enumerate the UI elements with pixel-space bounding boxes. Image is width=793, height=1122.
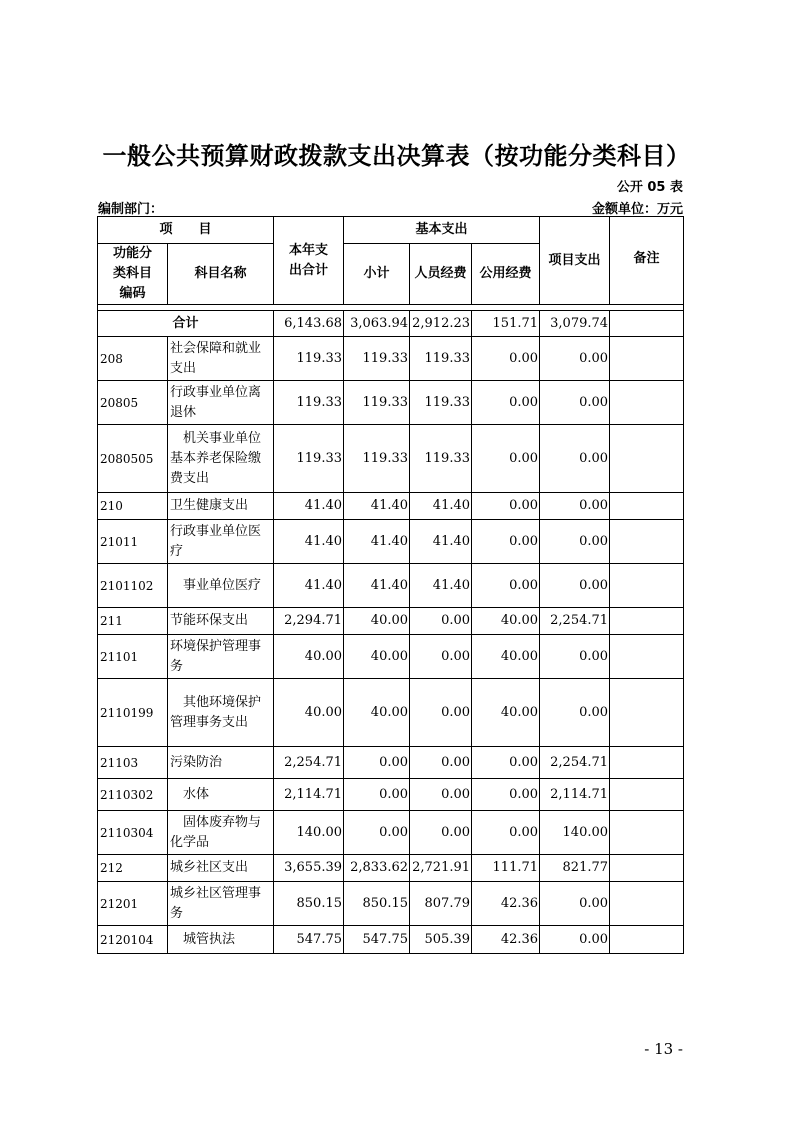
cell-code: 2080505 (98, 425, 168, 493)
table-row (98, 337, 684, 381)
cell-personnel: 2,721.91 (410, 855, 472, 882)
unit-label: 金额单位：万元 (591, 202, 683, 217)
total-label: 合计 (98, 311, 274, 337)
cell-project: 140.00 (540, 811, 610, 855)
cell-subtotal: 40.00 (344, 608, 410, 635)
header-public: 公用经费 (472, 244, 540, 305)
cell-remark (610, 493, 684, 520)
cell-project: 2,254.71 (540, 747, 610, 779)
header-project: 项目支出 (540, 217, 610, 305)
cell-subtotal: 0.00 (344, 747, 410, 779)
cell-total: 2,114.71 (274, 779, 344, 811)
cell-remark (610, 926, 684, 954)
cell-name: 污染防治 (168, 747, 274, 779)
cell-personnel: 807.79 (410, 882, 472, 926)
cell-name: 事业单位医疗 (168, 564, 274, 608)
cell-personnel: 41.40 (410, 493, 472, 520)
cell-code: 21011 (98, 520, 168, 564)
cell-public: 40.00 (472, 635, 540, 679)
cell-remark (610, 811, 684, 855)
cell-total: 40.00 (274, 635, 344, 679)
cell-total: 140.00 (274, 811, 344, 855)
cell-code: 210 (98, 493, 168, 520)
cell-public: 151.71 (472, 311, 540, 337)
cell-project: 821.77 (540, 855, 610, 882)
cell-total: 119.33 (274, 337, 344, 381)
table-row (98, 747, 684, 779)
cell-total: 6,143.68 (274, 311, 344, 337)
header-basic: 基本支出 (344, 217, 540, 244)
cell-public: 0.00 (472, 811, 540, 855)
cell-public: 42.36 (472, 926, 540, 954)
cell-remark (610, 882, 684, 926)
cell-total: 850.15 (274, 882, 344, 926)
cell-total: 119.33 (274, 381, 344, 425)
cell-code: 2110199 (98, 679, 168, 747)
cell-total: 547.75 (274, 926, 344, 954)
cell-remark (610, 564, 684, 608)
cell-project: 3,079.74 (540, 311, 610, 337)
cell-name: 固体废弃物与化学品 (168, 811, 274, 855)
cell-remark (610, 679, 684, 747)
cell-personnel: 119.33 (410, 337, 472, 381)
cell-remark (610, 425, 684, 493)
cell-subtotal: 547.75 (344, 926, 410, 954)
cell-name: 环境保护管理事务 (168, 635, 274, 679)
cell-personnel: 41.40 (410, 564, 472, 608)
table-row (98, 635, 684, 679)
cell-subtotal: 119.33 (344, 425, 410, 493)
cell-subtotal: 119.33 (344, 337, 410, 381)
cell-project: 0.00 (540, 493, 610, 520)
cell-name: 行政事业单位医疗 (168, 520, 274, 564)
cell-public: 0.00 (472, 747, 540, 779)
cell-name: 水体 (168, 779, 274, 811)
cell-name: 城管执法 (168, 926, 274, 954)
cell-remark (610, 520, 684, 564)
cell-subtotal: 40.00 (344, 635, 410, 679)
header-remark: 备注 (610, 217, 684, 305)
cell-code: 21103 (98, 747, 168, 779)
table-row (98, 608, 684, 635)
cell-code: 212 (98, 855, 168, 882)
header-item: 项 目 (98, 217, 274, 244)
cell-name: 机关事业单位基本养老保险缴费支出 (168, 425, 274, 493)
cell-subtotal: 2,833.62 (344, 855, 410, 882)
table-row (98, 855, 684, 882)
form-number: 公开 05 表 (616, 180, 683, 195)
cell-subtotal: 0.00 (344, 779, 410, 811)
cell-personnel: 119.33 (410, 381, 472, 425)
table-row (98, 811, 684, 855)
header-subtotal: 小计 (344, 244, 410, 305)
cell-subtotal: 41.40 (344, 520, 410, 564)
table-row (98, 926, 684, 954)
cell-code: 2110304 (98, 811, 168, 855)
cell-public: 111.71 (472, 855, 540, 882)
cell-code: 20805 (98, 381, 168, 425)
cell-public: 0.00 (472, 493, 540, 520)
cell-total: 41.40 (274, 564, 344, 608)
cell-project: 0.00 (540, 679, 610, 747)
cell-total: 41.40 (274, 493, 344, 520)
cell-remark (610, 311, 684, 337)
cell-total: 40.00 (274, 679, 344, 747)
cell-personnel: 0.00 (410, 747, 472, 779)
cell-name: 行政事业单位离退休 (168, 381, 274, 425)
cell-public: 0.00 (472, 520, 540, 564)
cell-name: 城乡社区支出 (168, 855, 274, 882)
header-total-year: 本年支出合计 (274, 217, 344, 305)
expenditure-table (97, 216, 684, 954)
cell-code: 21201 (98, 882, 168, 926)
cell-public: 42.36 (472, 882, 540, 926)
cell-remark (610, 381, 684, 425)
cell-remark (610, 747, 684, 779)
cell-public: 0.00 (472, 337, 540, 381)
cell-total: 119.33 (274, 425, 344, 493)
table-row (98, 425, 684, 493)
page-number: - 13 - (644, 1040, 683, 1058)
cell-code: 2101102 (98, 564, 168, 608)
cell-personnel: 119.33 (410, 425, 472, 493)
cell-remark (610, 608, 684, 635)
header-personnel: 人员经费 (410, 244, 472, 305)
cell-name: 社会保障和就业支出 (168, 337, 274, 381)
cell-subtotal: 119.33 (344, 381, 410, 425)
department-label: 编制部门： (98, 202, 164, 217)
cell-name: 卫生健康支出 (168, 493, 274, 520)
page-title: 一般公共预算财政拨款支出决算表（按功能分类科目） (102, 142, 691, 170)
cell-personnel: 0.00 (410, 779, 472, 811)
table-row (98, 779, 684, 811)
cell-project: 0.00 (540, 635, 610, 679)
cell-name: 节能环保支出 (168, 608, 274, 635)
cell-subtotal: 41.40 (344, 493, 410, 520)
header-code: 功能分类科目编码 (98, 244, 168, 305)
cell-personnel: 41.40 (410, 520, 472, 564)
cell-public: 0.00 (472, 779, 540, 811)
cell-subtotal: 0.00 (344, 811, 410, 855)
cell-project: 2,114.71 (540, 779, 610, 811)
table-row (98, 493, 684, 520)
cell-project: 0.00 (540, 882, 610, 926)
cell-personnel: 505.39 (410, 926, 472, 954)
cell-total: 3,655.39 (274, 855, 344, 882)
cell-public: 0.00 (472, 381, 540, 425)
cell-remark (610, 337, 684, 381)
cell-public: 40.00 (472, 679, 540, 747)
cell-public: 0.00 (472, 564, 540, 608)
cell-subtotal: 40.00 (344, 679, 410, 747)
cell-total: 41.40 (274, 520, 344, 564)
cell-subtotal: 3,063.94 (344, 311, 410, 337)
table-row (98, 381, 684, 425)
header-name: 科目名称 (168, 244, 274, 305)
cell-remark (610, 635, 684, 679)
cell-remark (610, 779, 684, 811)
table-row (98, 679, 684, 747)
cell-name: 城乡社区管理事务 (168, 882, 274, 926)
cell-personnel: 0.00 (410, 811, 472, 855)
cell-public: 40.00 (472, 608, 540, 635)
table-row-total (98, 311, 684, 337)
cell-project: 0.00 (540, 425, 610, 493)
cell-code: 211 (98, 608, 168, 635)
cell-code: 21101 (98, 635, 168, 679)
cell-code: 2110302 (98, 779, 168, 811)
cell-project: 0.00 (540, 337, 610, 381)
cell-total: 2,294.71 (274, 608, 344, 635)
cell-project: 2,254.71 (540, 608, 610, 635)
cell-project: 0.00 (540, 564, 610, 608)
cell-project: 0.00 (540, 926, 610, 954)
cell-code: 208 (98, 337, 168, 381)
cell-subtotal: 41.40 (344, 564, 410, 608)
table-row (98, 564, 684, 608)
table-row (98, 520, 684, 564)
cell-remark (610, 855, 684, 882)
cell-project: 0.00 (540, 381, 610, 425)
cell-name: 其他环境保护管理事务支出 (168, 679, 274, 747)
cell-personnel: 0.00 (410, 679, 472, 747)
cell-public: 0.00 (472, 425, 540, 493)
cell-subtotal: 850.15 (344, 882, 410, 926)
cell-personnel: 2,912.23 (410, 311, 472, 337)
table-row (98, 882, 684, 926)
cell-project: 0.00 (540, 520, 610, 564)
cell-personnel: 0.00 (410, 635, 472, 679)
cell-personnel: 0.00 (410, 608, 472, 635)
cell-total: 2,254.71 (274, 747, 344, 779)
cell-code: 2120104 (98, 926, 168, 954)
